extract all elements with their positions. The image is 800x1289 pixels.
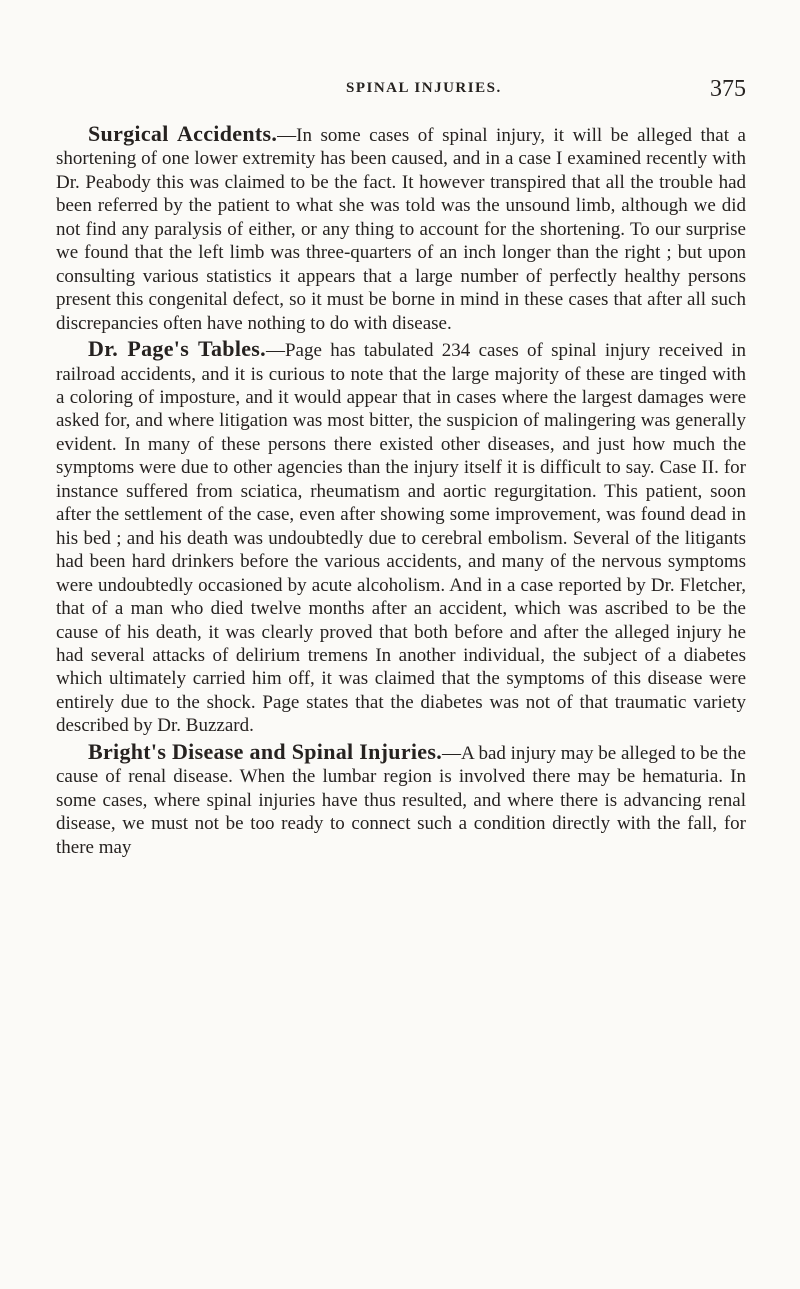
paragraph-brights-disease [56, 740, 746, 859]
section-heading: Dr. Page's Tables. [88, 336, 266, 362]
page-number: 375 [710, 76, 746, 102]
paragraph-text: —In some cases of spinal injury, it will be alleged that a shortening of one lower extremity has been caused, and in a case I examined recently with Dr. Peabody this was claimed to be the fact. It however transpired that all the trouble had been referred by the patient to what she was told was the unsound limb, although we did not find any paralysis of either, or any thing to account for the shortening. To our surprise we found that the left limb was three-quarters of an inch longer than the right ; but upon consulting various statistics it appears that a large number of perfectly healthy persons present this congenital defect, so it must be borne in mind in these cases that after all such discrepancies often have nothing to do with disease. [56, 125, 746, 334]
body-text [56, 122, 746, 859]
paragraph-surgical-accidents [56, 122, 746, 335]
paragraph-text: —Page has tabulated 234 cases of spinal injury received in railroad accidents, and it is curious to note that the large majority of these are tinged with a coloring of imposture, and it would appear that in cases where the largest damages were asked for, and where litigation was most bitter, the suspicion of malingering was generally evident. In many of these persons there existed other diseases, and just how much the symptoms were due to other agencies than the injury itself it is difficult to say. Case II. for instance suffered from sciatica, rheumatism and aortic regurgitation. This patient, soon after the settlement of the case, even after showing some improvement, was found dead in his bed ; and his death was undoubtedly due to cerebral embolism. Several of the litigants had been hard drinkers before the various accidents, and many of the nervous symptoms were undoubtedly occasioned by acute alcoholism. And in a case reported by Dr. Fletcher, that of a man who died twelve months after an accident, which was ascribed to be the cause of his death, it was clearly proved that both before and after the alleged injury he had several attacks of delirium tremens In another individual, the subject of a diabetes which ultimately carried him off, it was claimed that the symptoms of this disease were entirely due to the shock. Page states that the diabetes was not of that traumatic variety described by Dr. Buzzard. [56, 340, 746, 737]
section-heading: Surgical Accidents. [88, 121, 278, 146]
running-title: SPINAL INJURIES. [346, 80, 502, 96]
paragraph-page-tables [56, 337, 746, 738]
section-heading: Bright's Disease and Spinal Injuries. [88, 738, 443, 764]
paragraph-text: —A bad injury may be alleged to be the cause of renal disease. When the lumbar region is involved there may be hematuria. In some cases, where spinal injuries have thus resulted, and where there is advancing renal disease, we must not be too ready to connect such a condition directly with the fall, for there may [56, 742, 746, 858]
running-head [56, 76, 746, 112]
